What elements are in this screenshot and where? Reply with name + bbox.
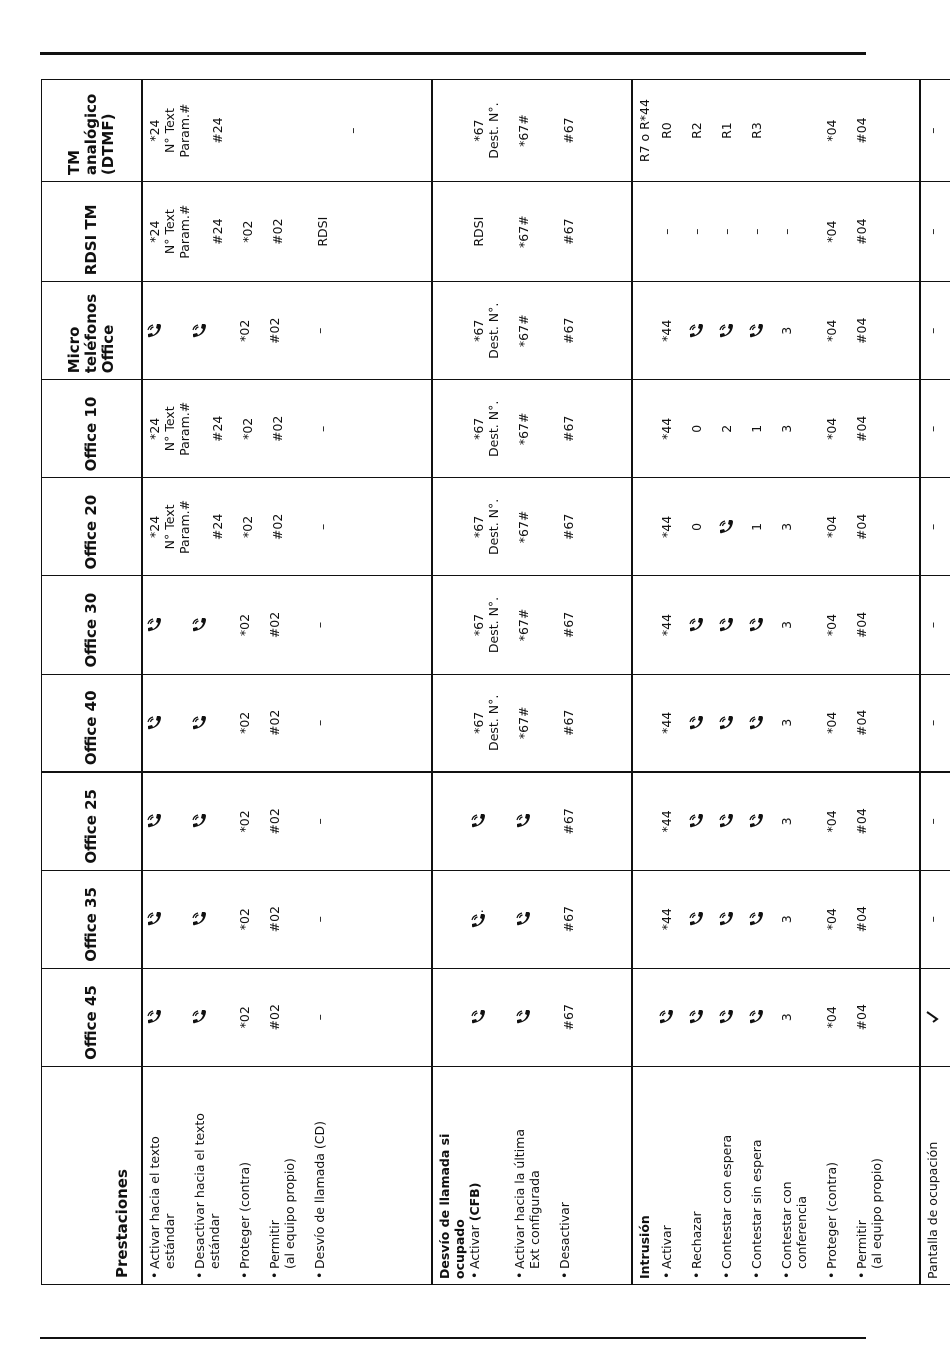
cell-office20: *24 N° Text Param.# #24 *02 #02 – (142, 478, 432, 576)
handset-icon (749, 911, 764, 927)
handset-icon (749, 323, 764, 339)
handset-icon (689, 617, 704, 633)
cell-office45: #67 (432, 968, 632, 1066)
handset-icon (516, 1009, 531, 1025)
handset-icon (749, 715, 764, 731)
cell-rdsi-tm: RDSI *67# #67 (432, 182, 632, 282)
handset-icon (749, 813, 764, 829)
bottom-rule (40, 1337, 866, 1339)
section-row-busy-display (920, 80, 950, 1285)
handset-icon (719, 617, 734, 633)
handset-icon (147, 715, 162, 731)
col-header-tm-analog (42, 80, 143, 182)
handset-icon (659, 1009, 674, 1025)
handset-icon (147, 323, 162, 339)
section-title: Desvío de llamada si ocupado (437, 1133, 467, 1279)
col-header-office25: Office 25 (42, 772, 143, 870)
cell-office35: . #67 (432, 870, 632, 968)
list-item: •Contestar con conferencia (779, 1181, 809, 1279)
handset-icon (516, 813, 531, 829)
handset-icon (689, 715, 704, 731)
cell-office45 (920, 968, 950, 1066)
list-item: •Desactivar (557, 1202, 572, 1279)
cell-tm-analog: *24 N° Text Param.# #24 – (142, 80, 432, 182)
cell-office35: – (920, 870, 950, 968)
handset-icon (719, 519, 734, 535)
handset-icon (719, 323, 734, 339)
handset-icon (689, 813, 704, 829)
cell-office40: *44 3 *04 #04 (632, 674, 920, 772)
handset-icon (689, 911, 704, 927)
handset-icon (719, 715, 734, 731)
features-cell (432, 1066, 632, 1284)
cell-office30: *02 #02 – (142, 576, 432, 674)
handset-icon (749, 617, 764, 633)
list-item: •Proteger (contra) (237, 1161, 252, 1279)
features-cell (632, 1066, 920, 1284)
cell-tm-analog: *67 Dest. N°. *67# #67 (432, 80, 632, 182)
handset-icon (719, 1009, 734, 1025)
handset-icon (192, 911, 207, 927)
col-header-office20: Office 20 (42, 478, 143, 576)
col-header-rdsi-tm: RDSI TM (42, 182, 143, 282)
feature-table-frame (41, 79, 940, 1285)
rotated-table (41, 79, 940, 1285)
cell-office10: *44 0 2 1 3 *04 #04 (632, 380, 920, 478)
list-item: •Rechazar (689, 1211, 704, 1279)
handset-icon (719, 813, 734, 829)
cell-rdsi-tm: – – – – – *04 #04 (632, 182, 920, 282)
cell-office40: *02 #02 – (142, 674, 432, 772)
handset-icon (192, 1009, 207, 1025)
cell-office35: *44 3 *04 #04 (632, 870, 920, 968)
col-header-office35: Office 35 (42, 870, 143, 968)
cell-office40: *67 Dest. N°. *67# #67 (432, 674, 632, 772)
handset-icon (147, 813, 162, 829)
micro-l3: Office (99, 324, 117, 374)
col-header-micro (42, 282, 143, 380)
handset-icon (471, 1009, 486, 1025)
top-rule (40, 52, 866, 55)
handset-icon (192, 617, 207, 633)
cell-micro: *44 3 *04 #04 (632, 282, 920, 380)
handset-icon (192, 323, 207, 339)
col-header-office10: Office 10 (42, 380, 143, 478)
handset-icon (192, 715, 207, 731)
handset-icon (147, 617, 162, 633)
handset-icon (516, 911, 531, 927)
list-item: •Desactivar hacia el texto estándar (192, 1113, 222, 1279)
cell-office25: #67 (432, 772, 632, 870)
cell-micro: *67 Dest. N°. *67# #67 (432, 282, 632, 380)
cell-office30: – (920, 576, 950, 674)
cell-micro: – (920, 282, 950, 380)
cell-office35: *02 #02 – (142, 870, 432, 968)
cell-office20: *44 0 1 3 *04 #04 (632, 478, 920, 576)
col-header-office45: Office 45 (42, 968, 143, 1066)
cell-rdsi-tm: *24 N° Text Param.# #24 *02 #02 RDSI (142, 182, 432, 282)
cell-rdsi-tm: – (920, 182, 950, 282)
handset-icon (147, 911, 162, 927)
check-icon (925, 1010, 939, 1024)
list-item: •Proteger (contra) (824, 1161, 839, 1279)
cell-office20: *67 Dest. N°. *67# #67 (432, 478, 632, 576)
cell-office45: 3 *04 #04 (632, 968, 920, 1066)
col-header-features: Prestaciones (42, 1066, 143, 1284)
tm-l1: TM (65, 149, 83, 176)
col-header-office30: Office 30 (42, 576, 143, 674)
tm-l3: (DTMF) (99, 113, 117, 176)
handset-icon (471, 813, 486, 829)
handset-icon (749, 1009, 764, 1025)
section-title: Intrusión (637, 1215, 652, 1279)
cell-office10: – (920, 380, 950, 478)
list-item: •Activar (659, 1225, 674, 1279)
cell-tm-analog: – (920, 80, 950, 182)
list-item: •Contestar con espera (719, 1134, 734, 1279)
cell-micro: *02 #02 – (142, 282, 432, 380)
cell-office30: *67 Dest. N°. *67# #67 (432, 576, 632, 674)
features-cell (142, 1066, 432, 1284)
tm-l2: analógico (82, 93, 100, 176)
list-item: •Activar (CFB) (467, 1182, 482, 1279)
list-item: •Activar hacia la última Ext configurada (512, 1128, 542, 1279)
section-row-intrusion (632, 80, 920, 1285)
section-row-cfb (432, 80, 632, 1285)
handset-icon (689, 1009, 704, 1025)
cell-office25: *02 #02 – (142, 772, 432, 870)
list-item: •Activar hacia el texto estándar (147, 1136, 177, 1279)
handset-icon (719, 911, 734, 927)
micro-l1: Micro (65, 326, 83, 374)
cell-office45: *02 #02 – (142, 968, 432, 1066)
list-item: •Desvío de llamada (CD) (312, 1120, 327, 1279)
cell-office10: *24 N° Text Param.# #24 *02 #02 – (142, 380, 432, 478)
feature-table (41, 79, 950, 1285)
cell-office30: *44 3 *04 #04 (632, 576, 920, 674)
section-row-standard-text (142, 80, 432, 1285)
list-item: •Contestar sin espera (749, 1139, 764, 1279)
cell-office25: – (920, 772, 950, 870)
cell-office20: – (920, 478, 950, 576)
cell-tm-analog: R7 o R*44 R0 R2 R1 R3 *04 #04 (632, 80, 920, 182)
handset-icon (689, 323, 704, 339)
list-item: •Permitir (al equipo propio) (854, 1158, 884, 1279)
cell-office25: *44 3 *04 #04 (632, 772, 920, 870)
busy-display-label: Pantalla de ocupación (920, 1066, 950, 1284)
handset-icon (192, 813, 207, 829)
micro-l2: teléfonos (82, 293, 100, 374)
cell-office10: *67 Dest. N°. *67# #67 (432, 380, 632, 478)
handset-icon (471, 913, 486, 929)
header-row (42, 80, 143, 1285)
handset-icon (147, 1009, 162, 1025)
cell-office40: – (920, 674, 950, 772)
list-item: •Permitir (al equipo propio) (267, 1158, 297, 1279)
col-header-office40: Office 40 (42, 674, 143, 772)
